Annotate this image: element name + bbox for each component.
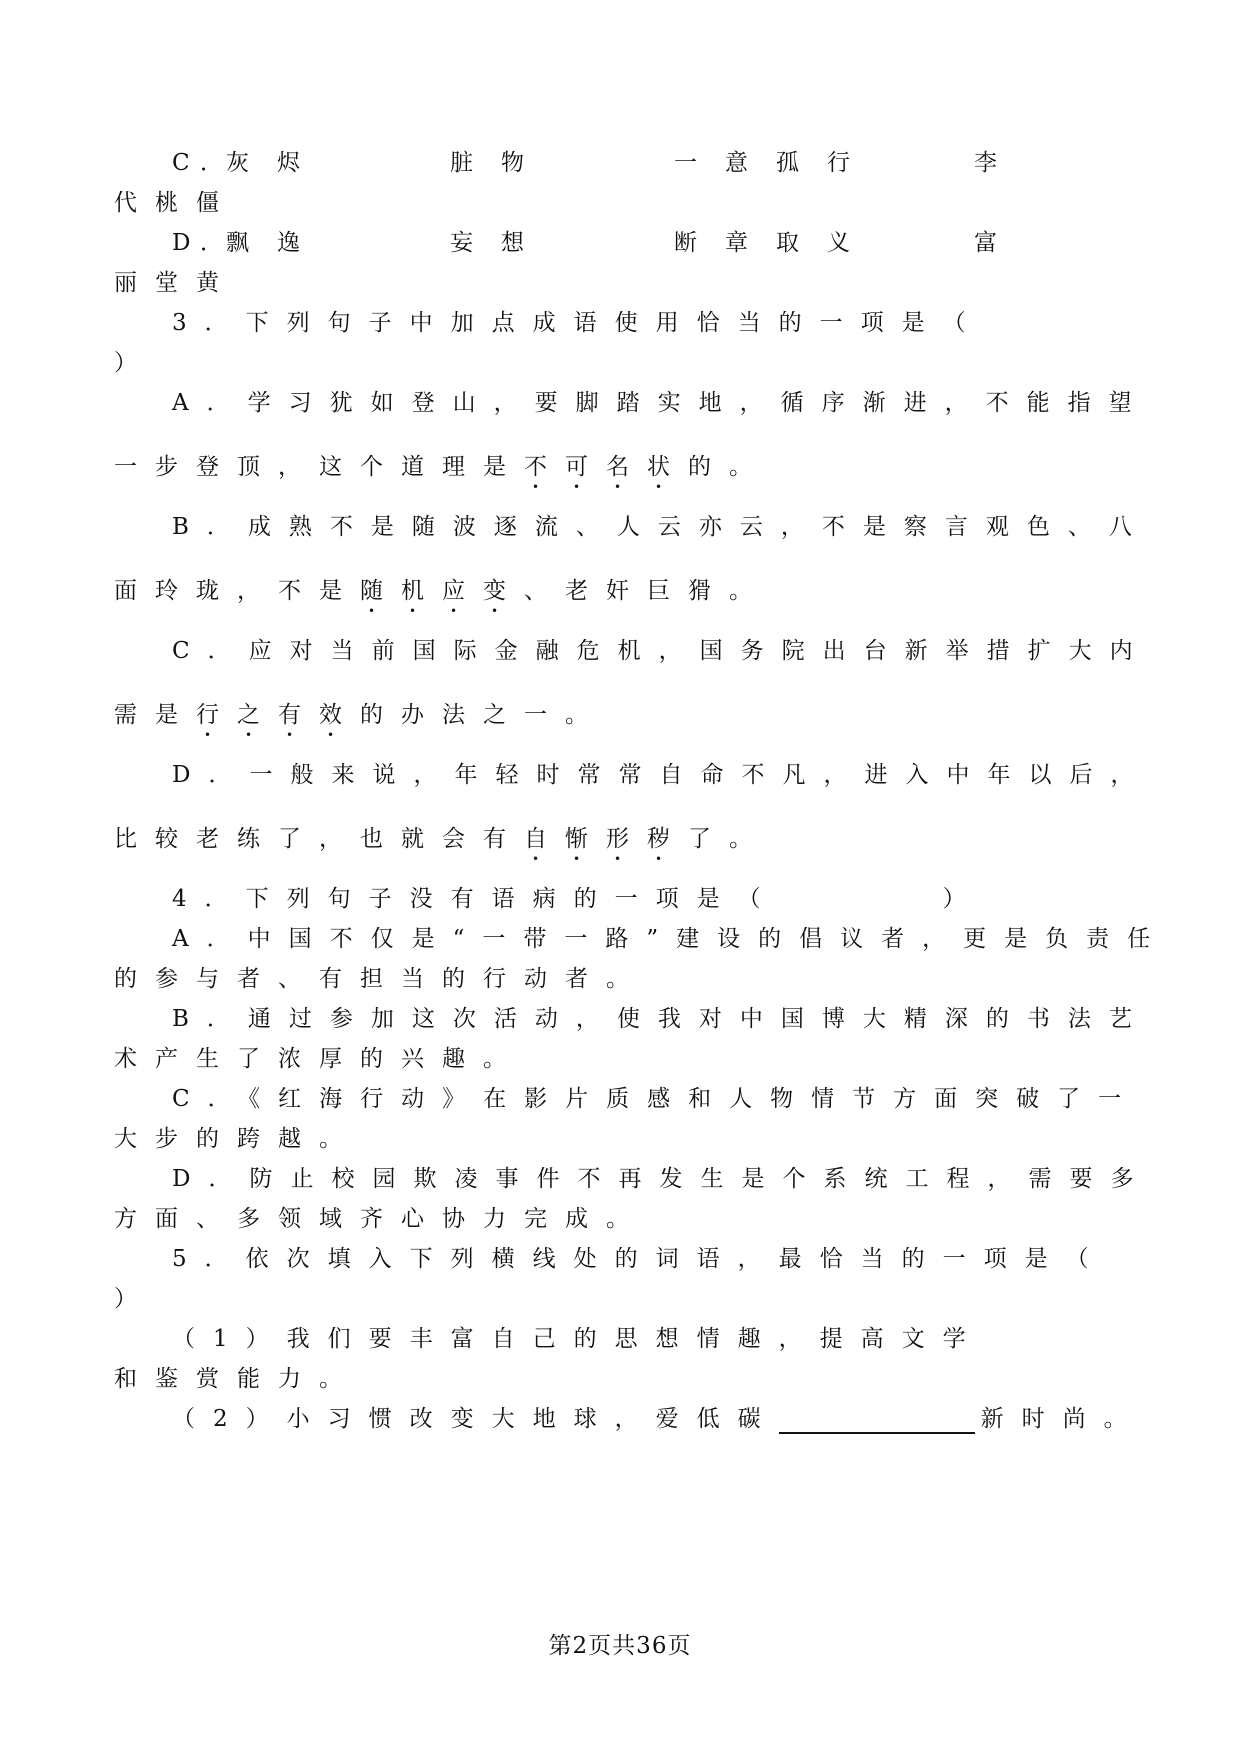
q2-option-d-word1: 飘逸 bbox=[226, 230, 328, 256]
q4-option-a-line2: 的参与者、有担当的行动者。 bbox=[114, 966, 647, 992]
q2-option-c-word2: 脏物 bbox=[450, 150, 552, 176]
q2-option-c-word4-start: 李 bbox=[974, 150, 1009, 176]
q3-option-c-line2 bbox=[114, 700, 1118, 742]
q2-option-c-word3: 一意孤行 bbox=[674, 150, 878, 176]
q3-option-d-line1: D．一般来说，年轻时常常自命不凡，进入中年以后， bbox=[172, 762, 1152, 788]
q3-option-a-dotted-idiom: 不可名状 bbox=[524, 454, 688, 480]
q2-option-c-label: C bbox=[172, 150, 202, 176]
option-separator: ． bbox=[200, 150, 235, 176]
q5-stem-close: ） bbox=[114, 1286, 155, 1312]
q3-stem: 3．下列句子中加点成语使用恰当的一项是（ bbox=[172, 310, 984, 336]
q2-option-d-word4-start: 富 bbox=[974, 230, 1009, 256]
q5-blank-line bbox=[779, 1432, 975, 1434]
q5-sentence2-pre: （2）小习惯改变大地球，爱低碳 bbox=[172, 1406, 779, 1432]
q5-sentence2 bbox=[172, 1404, 1145, 1434]
q5-sentence1-line2: 和鉴赏能力。 bbox=[114, 1366, 360, 1392]
q3-option-a-post: 的。 bbox=[688, 454, 770, 480]
q2-option-d-word2: 妄想 bbox=[450, 230, 552, 256]
q3-option-a-line1: A．学习犹如登山，要脚踏实地，循序渐进，不能指望 bbox=[172, 390, 1150, 416]
q3-option-b-pre: 面玲珑，不是 bbox=[114, 578, 360, 604]
q4-option-c-line2: 大步的跨越。 bbox=[114, 1126, 360, 1152]
q3-option-c-post: 的办法之一。 bbox=[360, 702, 606, 728]
q2-option-c-word1: 灰烬 bbox=[226, 150, 328, 176]
q3-option-b-post: 、老奸巨猾。 bbox=[524, 578, 770, 604]
q3-option-c-dotted-idiom: 行之有效 bbox=[196, 702, 360, 728]
q2-option-c-word4-end: 代桃僵 bbox=[114, 190, 237, 216]
q3-option-a-pre: 一步登顶，这个道理是 bbox=[114, 454, 524, 480]
page-number-footer: 第2页共36页 bbox=[548, 1633, 692, 1659]
q3-option-a-line2 bbox=[114, 452, 1118, 494]
q4-option-b-line2: 术产生了浓厚的兴趣。 bbox=[114, 1046, 524, 1072]
q3-option-b-line1: B．成熟不是随波逐流、人云亦云，不是察言观色、八 bbox=[172, 514, 1150, 540]
q4-option-a-line1: A．中国不仅是“一带一路”建设的倡议者，更是负责任 bbox=[172, 926, 1169, 952]
q3-option-c-line1: C．应对当前国际金融危机，国务院出台新举措扩大内 bbox=[172, 638, 1151, 664]
q4-option-d-line1: D．防止校园欺凌事件不再发生是个系统工程，需要多 bbox=[172, 1166, 1152, 1192]
q5-sentence2-post: 新时尚。 bbox=[980, 1406, 1145, 1432]
q3-stem-close: ） bbox=[114, 350, 155, 376]
q5-sentence1-line1: （1）我们要丰富自己的思想情趣，提高文学 bbox=[172, 1326, 984, 1352]
q3-option-b-line2 bbox=[114, 576, 1118, 618]
q2-option-d-word3: 断章取义 bbox=[674, 230, 878, 256]
q4-stem: 4．下列句子没有语病的一项是（ ） bbox=[172, 886, 984, 912]
q3-option-d-pre: 比较老练了，也就会有 bbox=[114, 826, 524, 852]
q3-option-d-dotted-idiom: 自惭形秽 bbox=[524, 826, 688, 852]
q4-option-b-line1: B．通过参加这次活动，使我对中国博大精深的书法艺 bbox=[172, 1006, 1150, 1032]
q3-option-b-dotted-idiom: 随机应变 bbox=[360, 578, 524, 604]
q5-stem: 5．依次填入下列横线处的词语，最恰当的一项是（ bbox=[172, 1246, 1107, 1272]
q3-option-d-line2 bbox=[114, 824, 1118, 866]
q4-option-c-line1: C．《红海行动》在影片质感和人物情节方面突破了一 bbox=[172, 1086, 1140, 1112]
q3-option-c-pre: 需是 bbox=[114, 702, 196, 728]
option-separator: ． bbox=[200, 230, 235, 256]
q3-option-d-post: 了。 bbox=[688, 826, 770, 852]
q2-option-d-label: D bbox=[172, 230, 203, 256]
q2-option-d-word4-end: 丽堂黄 bbox=[114, 270, 237, 296]
q4-option-d-line2: 方面、多领域齐心协力完成。 bbox=[114, 1206, 647, 1232]
